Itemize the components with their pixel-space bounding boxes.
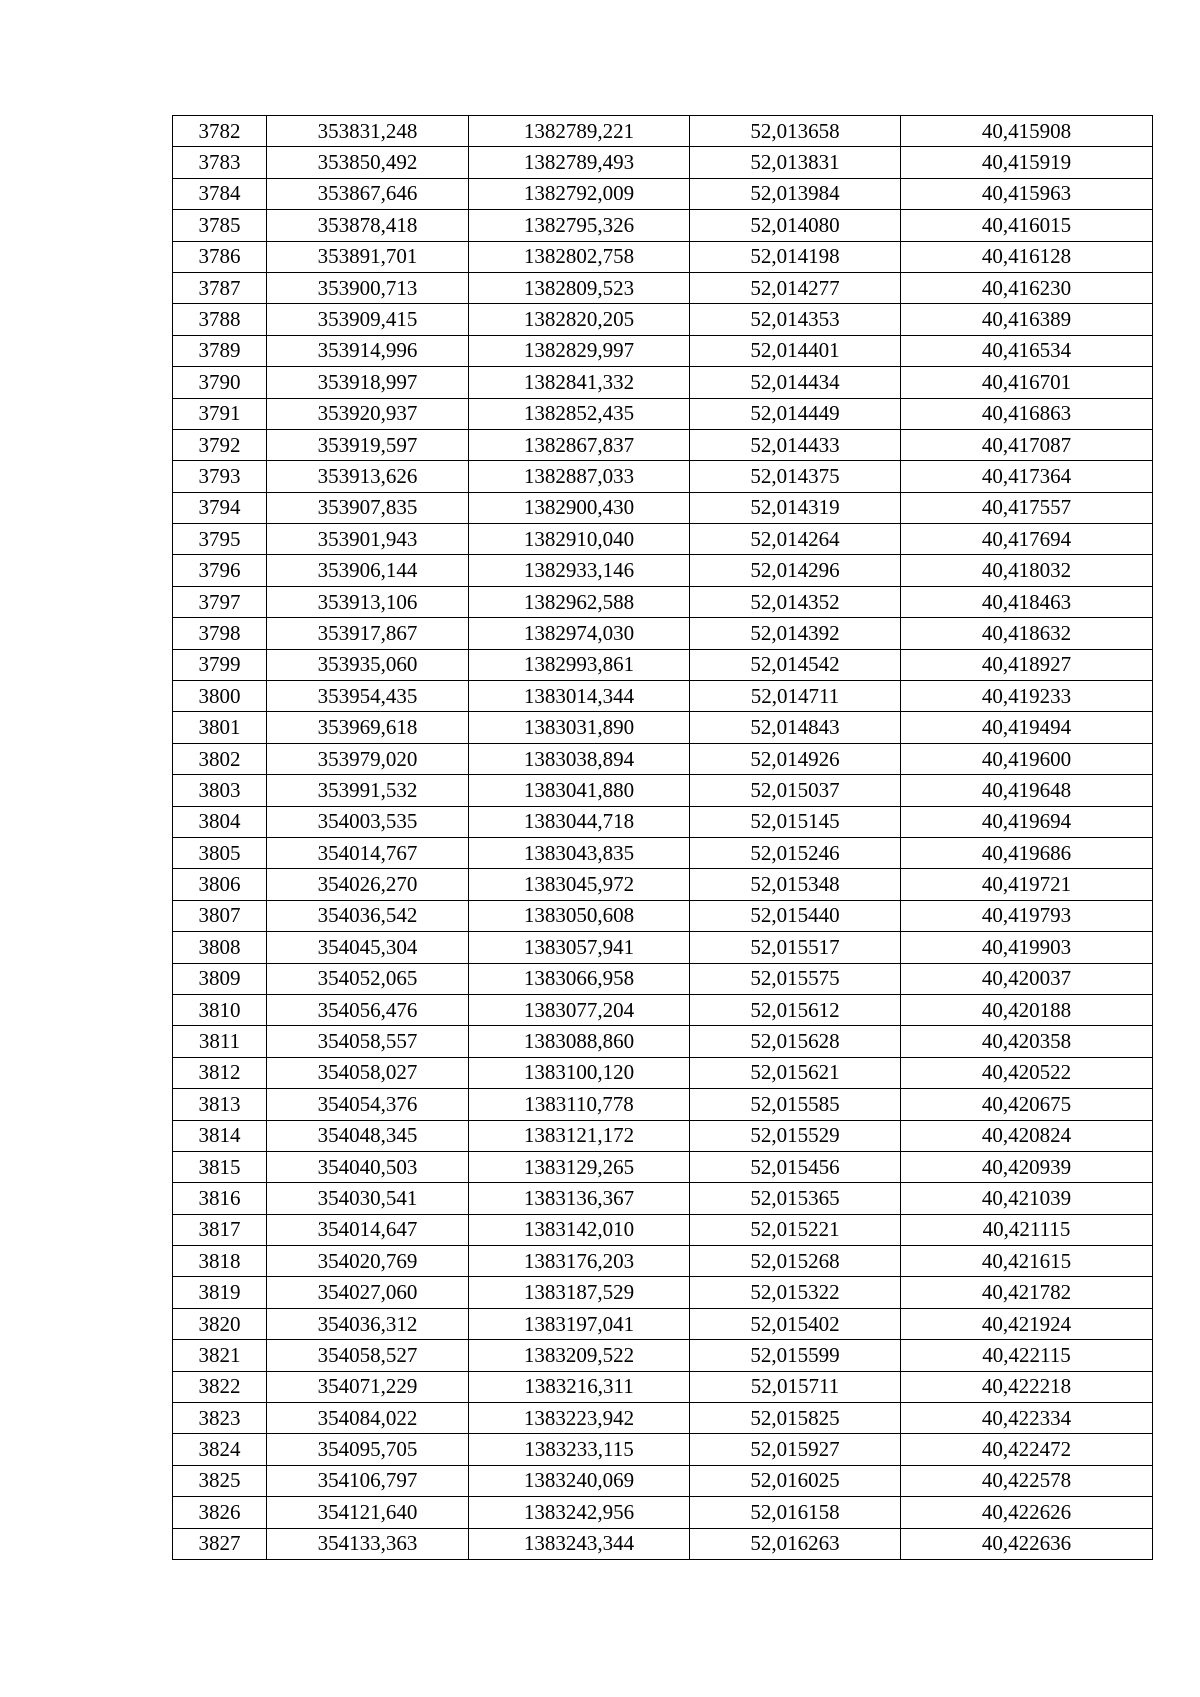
point-number-cell: 3788 bbox=[173, 304, 267, 335]
longitude-cell: 52,015322 bbox=[690, 1277, 901, 1308]
x-coordinate-cell: 354048,345 bbox=[267, 1120, 469, 1151]
x-coordinate-cell: 354121,640 bbox=[267, 1497, 469, 1528]
latitude-cell: 40,419494 bbox=[901, 712, 1153, 743]
table-row bbox=[173, 335, 1153, 366]
point-number-cell: 3793 bbox=[173, 461, 267, 492]
latitude-cell: 40,415963 bbox=[901, 178, 1153, 209]
longitude-cell: 52,014711 bbox=[690, 681, 901, 712]
table-row bbox=[173, 869, 1153, 900]
point-number-cell: 3797 bbox=[173, 586, 267, 617]
y-coordinate-cell: 1383243,344 bbox=[469, 1528, 690, 1559]
x-coordinate-cell: 353909,415 bbox=[267, 304, 469, 335]
x-coordinate-cell: 354036,312 bbox=[267, 1308, 469, 1339]
table-row bbox=[173, 743, 1153, 774]
point-number-cell: 3821 bbox=[173, 1340, 267, 1371]
point-number-cell: 3789 bbox=[173, 335, 267, 366]
point-number-cell: 3817 bbox=[173, 1214, 267, 1245]
longitude-cell: 52,015440 bbox=[690, 900, 901, 931]
coordinates-table-body bbox=[173, 116, 1153, 1560]
latitude-cell: 40,420939 bbox=[901, 1151, 1153, 1182]
table-row bbox=[173, 178, 1153, 209]
x-coordinate-cell: 353867,646 bbox=[267, 178, 469, 209]
y-coordinate-cell: 1383038,894 bbox=[469, 743, 690, 774]
x-coordinate-cell: 353891,701 bbox=[267, 241, 469, 272]
table-row bbox=[173, 116, 1153, 147]
x-coordinate-cell: 353991,532 bbox=[267, 775, 469, 806]
latitude-cell: 40,419648 bbox=[901, 775, 1153, 806]
longitude-cell: 52,014375 bbox=[690, 461, 901, 492]
point-number-cell: 3815 bbox=[173, 1151, 267, 1182]
coordinates-table bbox=[172, 115, 1153, 1560]
table-row bbox=[173, 963, 1153, 994]
latitude-cell: 40,421782 bbox=[901, 1277, 1153, 1308]
table-row bbox=[173, 210, 1153, 241]
table-row bbox=[173, 367, 1153, 398]
x-coordinate-cell: 353913,626 bbox=[267, 461, 469, 492]
y-coordinate-cell: 1383136,367 bbox=[469, 1183, 690, 1214]
y-coordinate-cell: 1383100,120 bbox=[469, 1057, 690, 1088]
table-row bbox=[173, 1465, 1153, 1496]
latitude-cell: 40,416230 bbox=[901, 272, 1153, 303]
latitude-cell: 40,418632 bbox=[901, 618, 1153, 649]
longitude-cell: 52,013984 bbox=[690, 178, 901, 209]
x-coordinate-cell: 353914,996 bbox=[267, 335, 469, 366]
x-coordinate-cell: 354058,557 bbox=[267, 1026, 469, 1057]
longitude-cell: 52,016263 bbox=[690, 1528, 901, 1559]
point-number-cell: 3805 bbox=[173, 837, 267, 868]
y-coordinate-cell: 1382789,221 bbox=[469, 116, 690, 147]
table-row bbox=[173, 1340, 1153, 1371]
longitude-cell: 52,015037 bbox=[690, 775, 901, 806]
y-coordinate-cell: 1383088,860 bbox=[469, 1026, 690, 1057]
point-number-cell: 3807 bbox=[173, 900, 267, 931]
x-coordinate-cell: 354058,027 bbox=[267, 1057, 469, 1088]
longitude-cell: 52,014392 bbox=[690, 618, 901, 649]
latitude-cell: 40,416534 bbox=[901, 335, 1153, 366]
y-coordinate-cell: 1383129,265 bbox=[469, 1151, 690, 1182]
latitude-cell: 40,421115 bbox=[901, 1214, 1153, 1245]
y-coordinate-cell: 1383187,529 bbox=[469, 1277, 690, 1308]
x-coordinate-cell: 354020,769 bbox=[267, 1246, 469, 1277]
latitude-cell: 40,416128 bbox=[901, 241, 1153, 272]
x-coordinate-cell: 354058,527 bbox=[267, 1340, 469, 1371]
latitude-cell: 40,416701 bbox=[901, 367, 1153, 398]
latitude-cell: 40,420675 bbox=[901, 1089, 1153, 1120]
latitude-cell: 40,420824 bbox=[901, 1120, 1153, 1151]
point-number-cell: 3787 bbox=[173, 272, 267, 303]
y-coordinate-cell: 1383077,204 bbox=[469, 994, 690, 1025]
point-number-cell: 3795 bbox=[173, 524, 267, 555]
x-coordinate-cell: 353831,248 bbox=[267, 116, 469, 147]
table-row bbox=[173, 398, 1153, 429]
table-row bbox=[173, 1214, 1153, 1245]
latitude-cell: 40,422626 bbox=[901, 1497, 1153, 1528]
x-coordinate-cell: 354036,542 bbox=[267, 900, 469, 931]
y-coordinate-cell: 1383066,958 bbox=[469, 963, 690, 994]
x-coordinate-cell: 354071,229 bbox=[267, 1371, 469, 1402]
latitude-cell: 40,418463 bbox=[901, 586, 1153, 617]
longitude-cell: 52,015365 bbox=[690, 1183, 901, 1214]
y-coordinate-cell: 1383121,172 bbox=[469, 1120, 690, 1151]
longitude-cell: 52,016158 bbox=[690, 1497, 901, 1528]
point-number-cell: 3792 bbox=[173, 429, 267, 460]
y-coordinate-cell: 1383050,608 bbox=[469, 900, 690, 931]
x-coordinate-cell: 354054,376 bbox=[267, 1089, 469, 1120]
table-row bbox=[173, 492, 1153, 523]
point-number-cell: 3811 bbox=[173, 1026, 267, 1057]
longitude-cell: 52,013658 bbox=[690, 116, 901, 147]
latitude-cell: 40,419903 bbox=[901, 932, 1153, 963]
longitude-cell: 52,014843 bbox=[690, 712, 901, 743]
table-row bbox=[173, 1434, 1153, 1465]
y-coordinate-cell: 1383044,718 bbox=[469, 806, 690, 837]
point-number-cell: 3823 bbox=[173, 1403, 267, 1434]
longitude-cell: 52,015612 bbox=[690, 994, 901, 1025]
x-coordinate-cell: 353920,937 bbox=[267, 398, 469, 429]
longitude-cell: 52,014433 bbox=[690, 429, 901, 460]
table-row bbox=[173, 1057, 1153, 1088]
y-coordinate-cell: 1383110,778 bbox=[469, 1089, 690, 1120]
table-row bbox=[173, 1089, 1153, 1120]
x-coordinate-cell: 354045,304 bbox=[267, 932, 469, 963]
y-coordinate-cell: 1383057,941 bbox=[469, 932, 690, 963]
longitude-cell: 52,015221 bbox=[690, 1214, 901, 1245]
x-coordinate-cell: 354030,541 bbox=[267, 1183, 469, 1214]
table-row bbox=[173, 1403, 1153, 1434]
point-number-cell: 3827 bbox=[173, 1528, 267, 1559]
longitude-cell: 52,014926 bbox=[690, 743, 901, 774]
latitude-cell: 40,422115 bbox=[901, 1340, 1153, 1371]
longitude-cell: 52,014542 bbox=[690, 649, 901, 680]
point-number-cell: 3824 bbox=[173, 1434, 267, 1465]
longitude-cell: 52,015246 bbox=[690, 837, 901, 868]
point-number-cell: 3808 bbox=[173, 932, 267, 963]
x-coordinate-cell: 353906,144 bbox=[267, 555, 469, 586]
latitude-cell: 40,419694 bbox=[901, 806, 1153, 837]
table-row bbox=[173, 1277, 1153, 1308]
y-coordinate-cell: 1383216,311 bbox=[469, 1371, 690, 1402]
y-coordinate-cell: 1382829,997 bbox=[469, 335, 690, 366]
y-coordinate-cell: 1382933,146 bbox=[469, 555, 690, 586]
y-coordinate-cell: 1382900,430 bbox=[469, 492, 690, 523]
point-number-cell: 3820 bbox=[173, 1308, 267, 1339]
table-row bbox=[173, 1308, 1153, 1339]
latitude-cell: 40,415908 bbox=[901, 116, 1153, 147]
point-number-cell: 3816 bbox=[173, 1183, 267, 1214]
point-number-cell: 3809 bbox=[173, 963, 267, 994]
latitude-cell: 40,416389 bbox=[901, 304, 1153, 335]
table-row bbox=[173, 304, 1153, 335]
longitude-cell: 52,014080 bbox=[690, 210, 901, 241]
x-coordinate-cell: 354106,797 bbox=[267, 1465, 469, 1496]
longitude-cell: 52,014449 bbox=[690, 398, 901, 429]
point-number-cell: 3799 bbox=[173, 649, 267, 680]
point-number-cell: 3819 bbox=[173, 1277, 267, 1308]
longitude-cell: 52,013831 bbox=[690, 147, 901, 178]
y-coordinate-cell: 1383031,890 bbox=[469, 712, 690, 743]
x-coordinate-cell: 354040,503 bbox=[267, 1151, 469, 1182]
y-coordinate-cell: 1383209,522 bbox=[469, 1340, 690, 1371]
point-number-cell: 3814 bbox=[173, 1120, 267, 1151]
table-row bbox=[173, 1528, 1153, 1559]
longitude-cell: 52,015529 bbox=[690, 1120, 901, 1151]
point-number-cell: 3801 bbox=[173, 712, 267, 743]
x-coordinate-cell: 353918,997 bbox=[267, 367, 469, 398]
latitude-cell: 40,418032 bbox=[901, 555, 1153, 586]
latitude-cell: 40,420188 bbox=[901, 994, 1153, 1025]
point-number-cell: 3822 bbox=[173, 1371, 267, 1402]
y-coordinate-cell: 1382993,861 bbox=[469, 649, 690, 680]
latitude-cell: 40,422472 bbox=[901, 1434, 1153, 1465]
latitude-cell: 40,421039 bbox=[901, 1183, 1153, 1214]
y-coordinate-cell: 1382962,588 bbox=[469, 586, 690, 617]
y-coordinate-cell: 1382820,205 bbox=[469, 304, 690, 335]
longitude-cell: 52,015402 bbox=[690, 1308, 901, 1339]
table-row bbox=[173, 586, 1153, 617]
x-coordinate-cell: 353969,618 bbox=[267, 712, 469, 743]
table-row bbox=[173, 775, 1153, 806]
point-number-cell: 3825 bbox=[173, 1465, 267, 1496]
x-coordinate-cell: 354003,535 bbox=[267, 806, 469, 837]
x-coordinate-cell: 354095,705 bbox=[267, 1434, 469, 1465]
y-coordinate-cell: 1383197,041 bbox=[469, 1308, 690, 1339]
table-row bbox=[173, 555, 1153, 586]
table-row bbox=[173, 272, 1153, 303]
latitude-cell: 40,419233 bbox=[901, 681, 1153, 712]
latitude-cell: 40,422334 bbox=[901, 1403, 1153, 1434]
point-number-cell: 3813 bbox=[173, 1089, 267, 1120]
y-coordinate-cell: 1382841,332 bbox=[469, 367, 690, 398]
table-row bbox=[173, 461, 1153, 492]
table-row bbox=[173, 1026, 1153, 1057]
x-coordinate-cell: 353979,020 bbox=[267, 743, 469, 774]
table-row bbox=[173, 806, 1153, 837]
longitude-cell: 52,015628 bbox=[690, 1026, 901, 1057]
longitude-cell: 52,015456 bbox=[690, 1151, 901, 1182]
latitude-cell: 40,421615 bbox=[901, 1246, 1153, 1277]
y-coordinate-cell: 1383223,942 bbox=[469, 1403, 690, 1434]
longitude-cell: 52,014296 bbox=[690, 555, 901, 586]
y-coordinate-cell: 1382789,493 bbox=[469, 147, 690, 178]
longitude-cell: 52,014277 bbox=[690, 272, 901, 303]
latitude-cell: 40,415919 bbox=[901, 147, 1153, 178]
table-row bbox=[173, 429, 1153, 460]
x-coordinate-cell: 353901,943 bbox=[267, 524, 469, 555]
x-coordinate-cell: 353954,435 bbox=[267, 681, 469, 712]
x-coordinate-cell: 353850,492 bbox=[267, 147, 469, 178]
longitude-cell: 52,014264 bbox=[690, 524, 901, 555]
y-coordinate-cell: 1382910,040 bbox=[469, 524, 690, 555]
y-coordinate-cell: 1382887,033 bbox=[469, 461, 690, 492]
table-row bbox=[173, 649, 1153, 680]
latitude-cell: 40,417694 bbox=[901, 524, 1153, 555]
point-number-cell: 3812 bbox=[173, 1057, 267, 1088]
table-row bbox=[173, 147, 1153, 178]
point-number-cell: 3804 bbox=[173, 806, 267, 837]
x-coordinate-cell: 353919,597 bbox=[267, 429, 469, 460]
y-coordinate-cell: 1382792,009 bbox=[469, 178, 690, 209]
longitude-cell: 52,016025 bbox=[690, 1465, 901, 1496]
x-coordinate-cell: 354014,647 bbox=[267, 1214, 469, 1245]
latitude-cell: 40,420522 bbox=[901, 1057, 1153, 1088]
latitude-cell: 40,421924 bbox=[901, 1308, 1153, 1339]
longitude-cell: 52,014434 bbox=[690, 367, 901, 398]
table-row bbox=[173, 712, 1153, 743]
longitude-cell: 52,014319 bbox=[690, 492, 901, 523]
latitude-cell: 40,417557 bbox=[901, 492, 1153, 523]
table-row bbox=[173, 241, 1153, 272]
x-coordinate-cell: 354084,022 bbox=[267, 1403, 469, 1434]
table-row bbox=[173, 1371, 1153, 1402]
longitude-cell: 52,014353 bbox=[690, 304, 901, 335]
table-row bbox=[173, 1246, 1153, 1277]
y-coordinate-cell: 1383045,972 bbox=[469, 869, 690, 900]
latitude-cell: 40,418927 bbox=[901, 649, 1153, 680]
x-coordinate-cell: 353913,106 bbox=[267, 586, 469, 617]
latitude-cell: 40,419721 bbox=[901, 869, 1153, 900]
latitude-cell: 40,417364 bbox=[901, 461, 1153, 492]
longitude-cell: 52,015575 bbox=[690, 963, 901, 994]
x-coordinate-cell: 354133,363 bbox=[267, 1528, 469, 1559]
longitude-cell: 52,015621 bbox=[690, 1057, 901, 1088]
table-row bbox=[173, 932, 1153, 963]
longitude-cell: 52,014352 bbox=[690, 586, 901, 617]
point-number-cell: 3798 bbox=[173, 618, 267, 649]
point-number-cell: 3796 bbox=[173, 555, 267, 586]
y-coordinate-cell: 1383242,956 bbox=[469, 1497, 690, 1528]
y-coordinate-cell: 1383041,880 bbox=[469, 775, 690, 806]
y-coordinate-cell: 1383176,203 bbox=[469, 1246, 690, 1277]
y-coordinate-cell: 1382802,758 bbox=[469, 241, 690, 272]
longitude-cell: 52,015517 bbox=[690, 932, 901, 963]
x-coordinate-cell: 354027,060 bbox=[267, 1277, 469, 1308]
y-coordinate-cell: 1382867,837 bbox=[469, 429, 690, 460]
latitude-cell: 40,420037 bbox=[901, 963, 1153, 994]
longitude-cell: 52,015927 bbox=[690, 1434, 901, 1465]
latitude-cell: 40,422636 bbox=[901, 1528, 1153, 1559]
y-coordinate-cell: 1382974,030 bbox=[469, 618, 690, 649]
table-row bbox=[173, 994, 1153, 1025]
table-row bbox=[173, 618, 1153, 649]
y-coordinate-cell: 1383233,115 bbox=[469, 1434, 690, 1465]
point-number-cell: 3800 bbox=[173, 681, 267, 712]
x-coordinate-cell: 354014,767 bbox=[267, 837, 469, 868]
y-coordinate-cell: 1383014,344 bbox=[469, 681, 690, 712]
point-number-cell: 3826 bbox=[173, 1497, 267, 1528]
table-row bbox=[173, 1183, 1153, 1214]
table-row bbox=[173, 524, 1153, 555]
table-row bbox=[173, 681, 1153, 712]
y-coordinate-cell: 1383142,010 bbox=[469, 1214, 690, 1245]
longitude-cell: 52,014198 bbox=[690, 241, 901, 272]
point-number-cell: 3782 bbox=[173, 116, 267, 147]
x-coordinate-cell: 353900,713 bbox=[267, 272, 469, 303]
y-coordinate-cell: 1383043,835 bbox=[469, 837, 690, 868]
latitude-cell: 40,419793 bbox=[901, 900, 1153, 931]
y-coordinate-cell: 1382795,326 bbox=[469, 210, 690, 241]
y-coordinate-cell: 1382852,435 bbox=[469, 398, 690, 429]
latitude-cell: 40,422578 bbox=[901, 1465, 1153, 1496]
point-number-cell: 3818 bbox=[173, 1246, 267, 1277]
latitude-cell: 40,420358 bbox=[901, 1026, 1153, 1057]
x-coordinate-cell: 354052,065 bbox=[267, 963, 469, 994]
latitude-cell: 40,416863 bbox=[901, 398, 1153, 429]
x-coordinate-cell: 353907,835 bbox=[267, 492, 469, 523]
point-number-cell: 3810 bbox=[173, 994, 267, 1025]
point-number-cell: 3786 bbox=[173, 241, 267, 272]
longitude-cell: 52,015145 bbox=[690, 806, 901, 837]
table-row bbox=[173, 1497, 1153, 1528]
table-row bbox=[173, 837, 1153, 868]
x-coordinate-cell: 353878,418 bbox=[267, 210, 469, 241]
point-number-cell: 3790 bbox=[173, 367, 267, 398]
table-row bbox=[173, 1120, 1153, 1151]
longitude-cell: 52,015268 bbox=[690, 1246, 901, 1277]
latitude-cell: 40,417087 bbox=[901, 429, 1153, 460]
point-number-cell: 3784 bbox=[173, 178, 267, 209]
x-coordinate-cell: 354056,476 bbox=[267, 994, 469, 1025]
point-number-cell: 3794 bbox=[173, 492, 267, 523]
point-number-cell: 3783 bbox=[173, 147, 267, 178]
point-number-cell: 3785 bbox=[173, 210, 267, 241]
point-number-cell: 3803 bbox=[173, 775, 267, 806]
table-row bbox=[173, 900, 1153, 931]
x-coordinate-cell: 354026,270 bbox=[267, 869, 469, 900]
latitude-cell: 40,419686 bbox=[901, 837, 1153, 868]
point-number-cell: 3806 bbox=[173, 869, 267, 900]
x-coordinate-cell: 353917,867 bbox=[267, 618, 469, 649]
x-coordinate-cell: 353935,060 bbox=[267, 649, 469, 680]
point-number-cell: 3791 bbox=[173, 398, 267, 429]
longitude-cell: 52,015585 bbox=[690, 1089, 901, 1120]
latitude-cell: 40,419600 bbox=[901, 743, 1153, 774]
longitude-cell: 52,015711 bbox=[690, 1371, 901, 1402]
y-coordinate-cell: 1382809,523 bbox=[469, 272, 690, 303]
latitude-cell: 40,416015 bbox=[901, 210, 1153, 241]
y-coordinate-cell: 1383240,069 bbox=[469, 1465, 690, 1496]
longitude-cell: 52,015348 bbox=[690, 869, 901, 900]
longitude-cell: 52,015599 bbox=[690, 1340, 901, 1371]
longitude-cell: 52,015825 bbox=[690, 1403, 901, 1434]
table-row bbox=[173, 1151, 1153, 1182]
latitude-cell: 40,422218 bbox=[901, 1371, 1153, 1402]
longitude-cell: 52,014401 bbox=[690, 335, 901, 366]
point-number-cell: 3802 bbox=[173, 743, 267, 774]
